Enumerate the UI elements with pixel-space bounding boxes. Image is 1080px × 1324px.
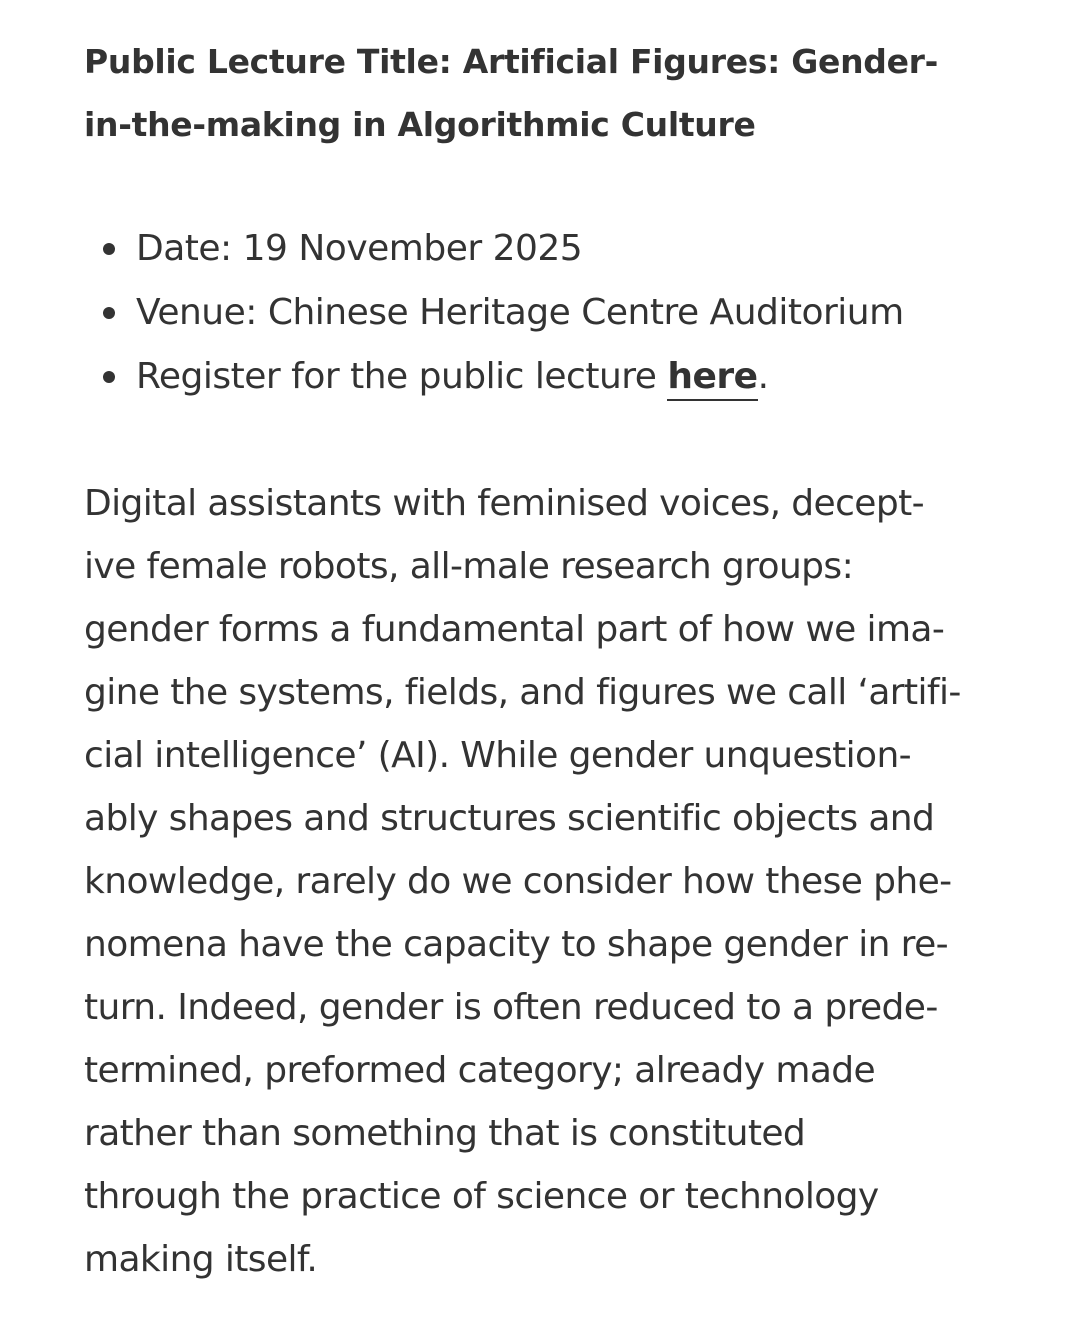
description-line: termined, preformed category; already made [84,1050,876,1091]
register-suffix: . [757,356,769,397]
list-item-date [100,217,904,281]
register-text: Register for the public lecture [136,356,668,397]
description-line: ive female robots, all-male research groups: [84,546,854,587]
lecture-description [84,472,1004,1291]
description-line: through the practice of science or technology [84,1176,879,1217]
description-line: ably shapes and structures scientific objects and [84,798,935,839]
description-line: turn. Indeed, gender is often reduced to a prede- [84,987,938,1028]
list-item-venue [100,281,904,345]
lecture-details-list [100,217,904,409]
description-line: gender forms a fundamental part of how we ima- [84,609,945,650]
bullet-icon [103,307,115,319]
description-line: gine the systems, fields, and figures we call ‘artifi- [84,672,961,713]
lecture-title-line: Public Lecture Title: Artificial Figures: Gender- [84,42,939,81]
list-item-register [100,345,904,409]
register-link[interactable]: here [667,356,757,401]
description-line: making itself. [84,1239,318,1280]
description-line: cial intelligence’ (AI). While gender unquestion- [84,735,912,776]
description-line: Digital assistants with feminised voices, decept- [84,483,924,524]
lecture-title-line: in-the-making in Algorithmic Culture [84,105,756,144]
description-line: knowledge, rarely do we consider how these phe- [84,861,952,902]
date-text: Date: 19 November 2025 [136,228,583,269]
description-line: rather than something that is constituted [84,1113,806,1154]
article-content [84,30,1004,1280]
description-line: nomena have the capacity to shape gender in re- [84,924,949,965]
bullet-icon [103,371,115,383]
lecture-title [84,30,1004,156]
venue-text: Venue: Chinese Heritage Centre Auditorium [136,292,904,333]
bullet-icon [103,243,115,255]
